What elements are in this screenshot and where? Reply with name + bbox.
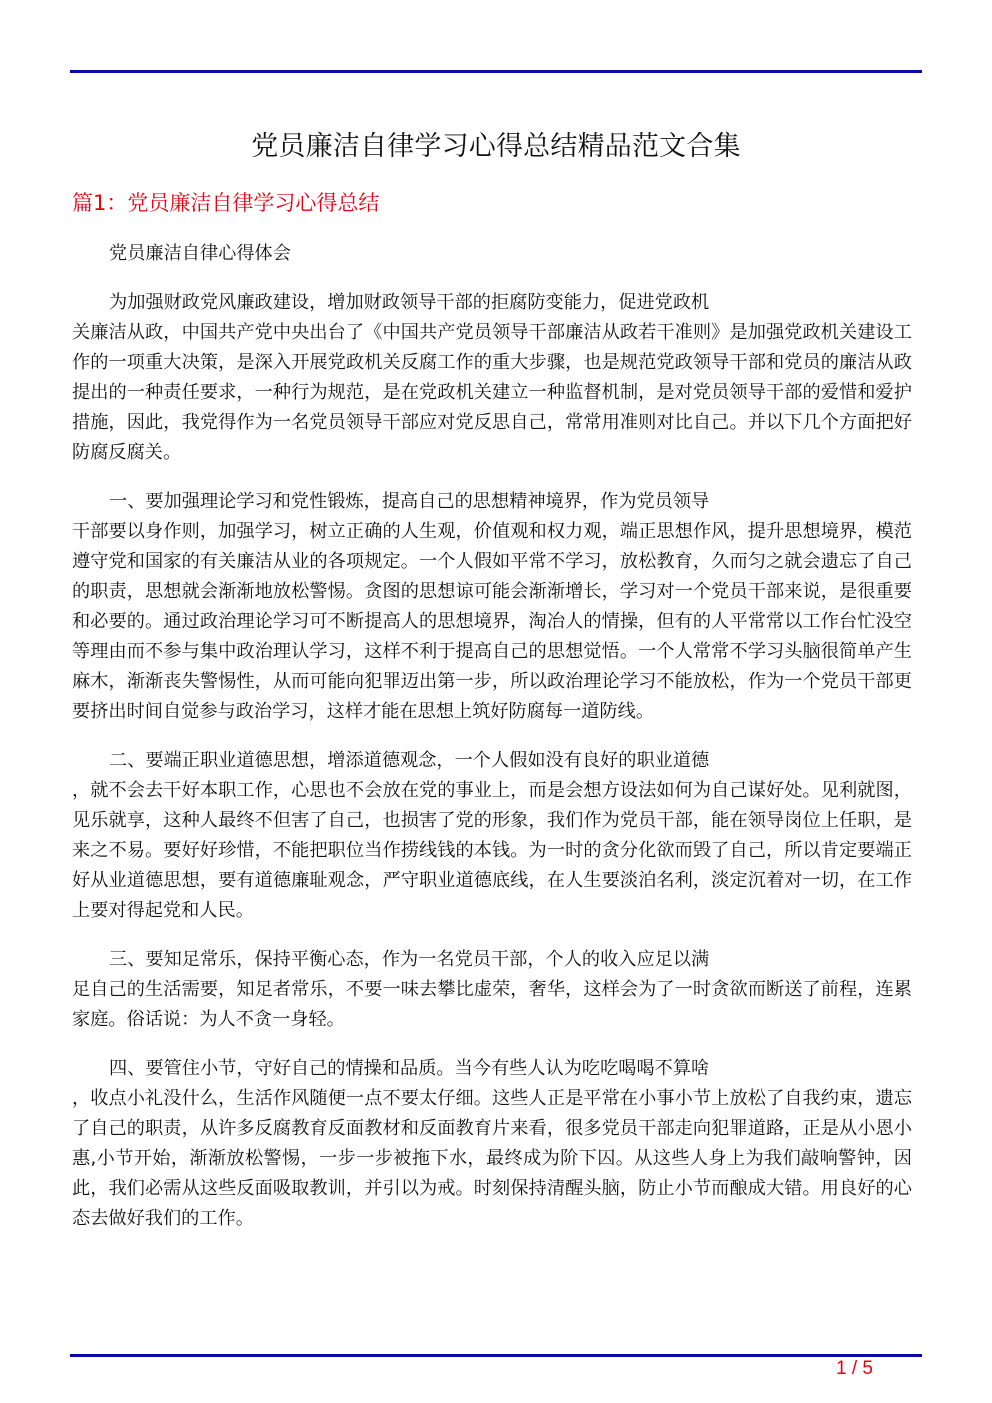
article-subtitle: 党员廉洁自律心得体会 <box>109 243 291 264</box>
paragraph-first-line: 为加强财政党风廉政建设，增加财政领导干部的拒腐防变能力，促进党政机 <box>109 292 710 313</box>
paragraph-body: ，就不会去干好本职工作，心思也不会放在党的事业上，而是会想方设法如何为自己谋好处。见利就图，见乐就享，这种人最终不但害了自己，也损害了党的形象，我们作为党员干部，能在领导岗位上任职，是来之不易。要好好珍惜，不能把职位当作捞线钱的本钱。为一时的贪分化欲而毁了自己，所以肯定要端正好从业道德思想，要有道德廉耻观念，严守职业道德底线，在人生要淡泊名利，淡定沉着对一切，在工作上要对得起党和人民。 <box>72 780 912 921</box>
paragraph-body: 关廉洁从政，中国共产党中央出台了《中国共产党员领导干部廉洁从政若干准则》是加强党政机关建设工作的一项重大决策，是深入开展党政机关反腐工作的重大步骤，也是规范党政领导干部和党员的廉洁从政提出的一种责任要求，一种行为规范，是在党政机关建立一种监督机制，是对党员领导干部的爱惜和爱护措施，因此，我党得作为一名党员领导干部应对党反思自己，常常用准则对比自己。并以下几个方面把好防腐反腐关。 <box>72 322 912 463</box>
paragraph-point-1 <box>72 487 912 727</box>
paragraph-body: 干部要以身作则，加强学习，树立正确的人生观，价值观和权力观，端正思想作风，提升思想境界，模范遵守党和国家的有关廉洁从业的各项规定。一个人假如平常不学习，放松教育，久而匀之就会遗忘了自己的职责，思想就会渐渐地放松警惕。贪图的思想谅可能会渐渐增长，学习对一个党员干部来说，是很重要和必要的。通过政治理论学习可不断提高人的思想境界，淘冶人的情操，但有的人平常常以工作台忙没空等理由而不参与集中政治理认学习，这样不利于提高自己的思想觉悟。一个人常常不学习头脑很简单产生麻木，渐渐丧失警惕性，从而可能向犯罪迈出第一步，所以政治理论学习不能放松，作为一个党员干部更要挤出时间自觉参与政治学习，这样才能在思想上筑好防腐每一道防线。 <box>72 521 912 722</box>
header-rule <box>70 70 922 73</box>
paragraph-body: 足自己的生活需要，知足者常乐，不要一味去攀比虚荣，奢华，这样会为了一时贪欲而断送了前程，连累家庭。俗话说：为人不贪一身轻。 <box>72 979 912 1030</box>
document-title: 党员廉洁自律学习心得总结精品范文合集 <box>251 131 741 162</box>
paragraph-point-4 <box>72 1054 912 1234</box>
paragraph-point-3 <box>72 945 912 1035</box>
paragraph-point-2 <box>72 746 912 926</box>
paragraph-first-line: 二、要端正职业道德思想，增添道德观念，一个人假如没有良好的职业道德 <box>109 750 710 771</box>
paragraph-intro <box>72 288 912 468</box>
document-body <box>72 239 912 1253</box>
paragraph-body: ，收点小礼没什么，生活作风随便一点不要太仔细。这些人正是平常在小事小节上放松了自我约束，遗忘了自己的职责，从许多反腐教育反面教材和反面教育片来看，很多党员干部走向犯罪道路，正是从小恩小惠,小节开始，渐渐放松警惕，一步一步被拖下水，最终成为阶下囚。从这些人身上为我们敲响警钟，因此，我们必需从这些反面吸取教训，并引以为戒。时刻保持清醒头脑，防止小节而酿成大错。用良好的心态去做好我们的工作。 <box>72 1088 912 1229</box>
section-heading: 篇1：党员廉洁自律学习心得总结 <box>72 191 380 215</box>
paragraph-first-line: 四、要管住小节，守好自己的情操和品质。当今有些人认为吃吃喝喝不算啥 <box>109 1058 710 1079</box>
paragraph-first-line: 一、要加强理论学习和党性锻炼，提高自己的思想精神境界，作为党员领导 <box>109 491 710 512</box>
page-indicator: 1 / 5 <box>836 1358 873 1379</box>
paragraph-first-line: 三、要知足常乐，保持平衡心态，作为一名党员干部，个人的收入应足以满 <box>109 949 710 970</box>
footer-rule <box>70 1354 922 1357</box>
